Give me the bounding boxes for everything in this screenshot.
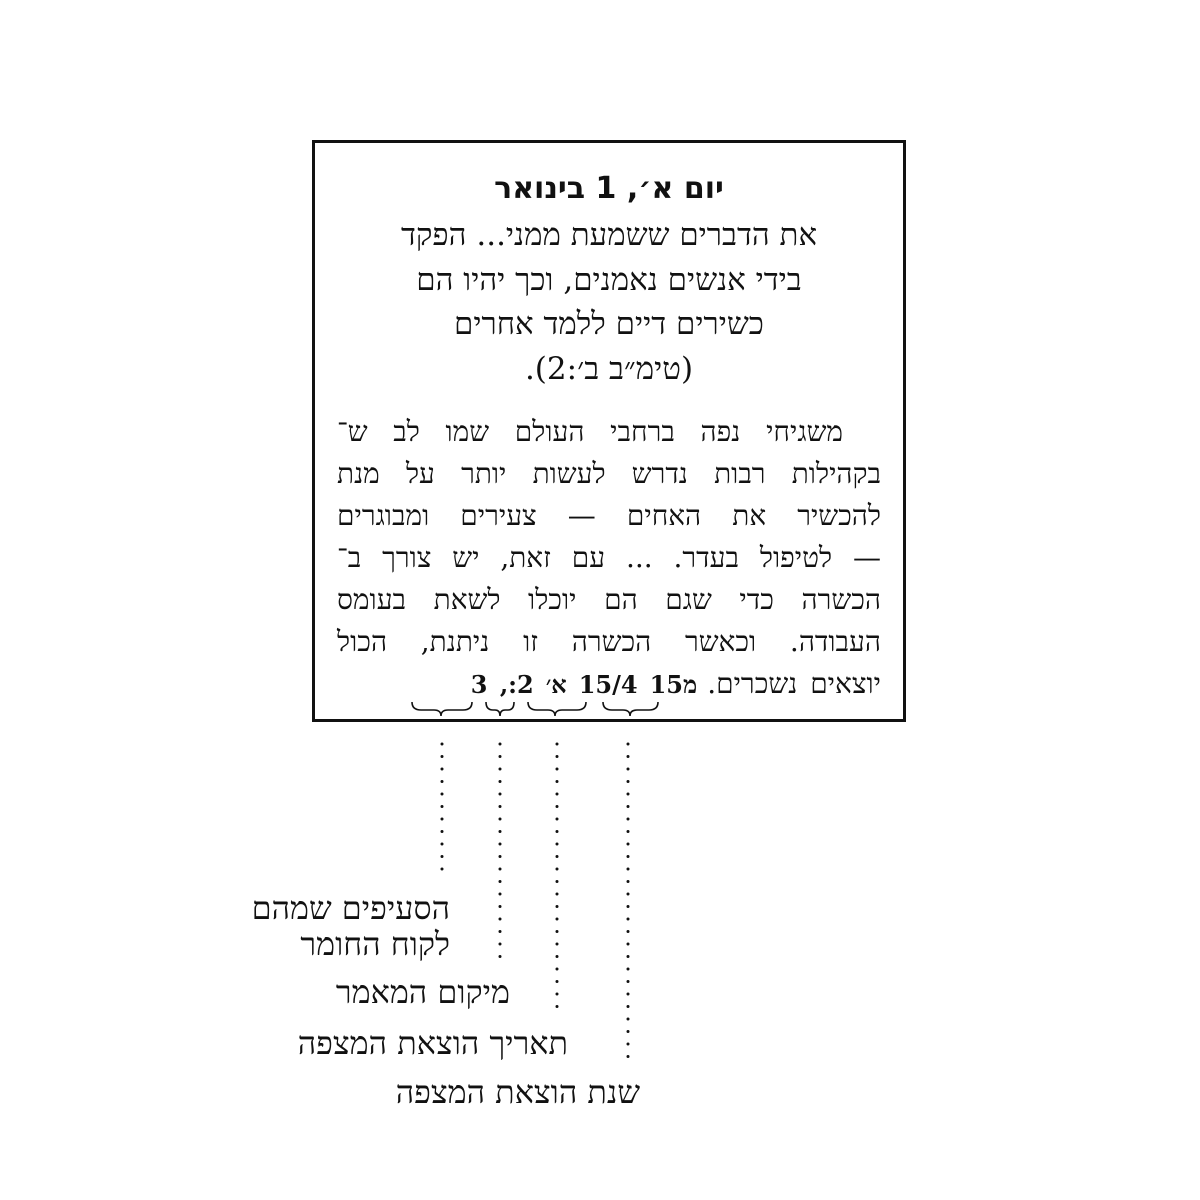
verse-line: את הדברים ששמעת ממני... הפקד — [400, 217, 818, 253]
label-date: תאריך הוצאת המצפה — [297, 1024, 568, 1062]
paragraph-line: בקהילות רבות נדרש לעשות יותר על מנת — [337, 457, 881, 490]
daily-text-heading: יום א׳, 1 בינואר — [494, 171, 724, 206]
paragraph-line: העבודה. וכאשר הכשרה זו ניתנת, הכול — [337, 625, 881, 658]
verse-citation: (טימ״ב ב׳:2). — [524, 350, 694, 387]
brace-year — [603, 702, 658, 716]
label-year: שנת הוצאת המצפה — [395, 1073, 640, 1111]
label-paragraphs: הסעיפים שמהם לקוח החומר — [251, 889, 450, 963]
verse-line: כשירים דיים ללמד אחרים — [454, 306, 764, 342]
brace-date — [528, 702, 586, 716]
reference-year: מ15 — [649, 670, 698, 699]
reference-paragraphs: 2:, 3 — [470, 670, 534, 699]
paragraph-line: להכשיר את האחים — צעירים ומבוגרים — [337, 499, 881, 532]
label-article: מיקום המאמר — [335, 973, 510, 1011]
paragraph-line: משגיחי נפה ברחבי העולם שמו לב ש־ — [337, 415, 843, 448]
paragraph-line-text: יוצאים נשכרים. — [707, 667, 881, 700]
brace-paragraphs — [412, 702, 472, 716]
brace-article — [486, 702, 514, 716]
reference-date: 15/4 — [578, 670, 638, 699]
paragraph-line: — לטיפול בעדר. ... עם זאת, יש צורך ב־ — [337, 541, 881, 574]
verse-line: בידי אנשים נאמנים, וכך יהיו הם — [416, 261, 802, 298]
paragraph-line: הכשרה כדי שגם הם יוכלו לשאת בעומס — [337, 583, 881, 616]
reference-article: א׳ — [545, 670, 567, 699]
